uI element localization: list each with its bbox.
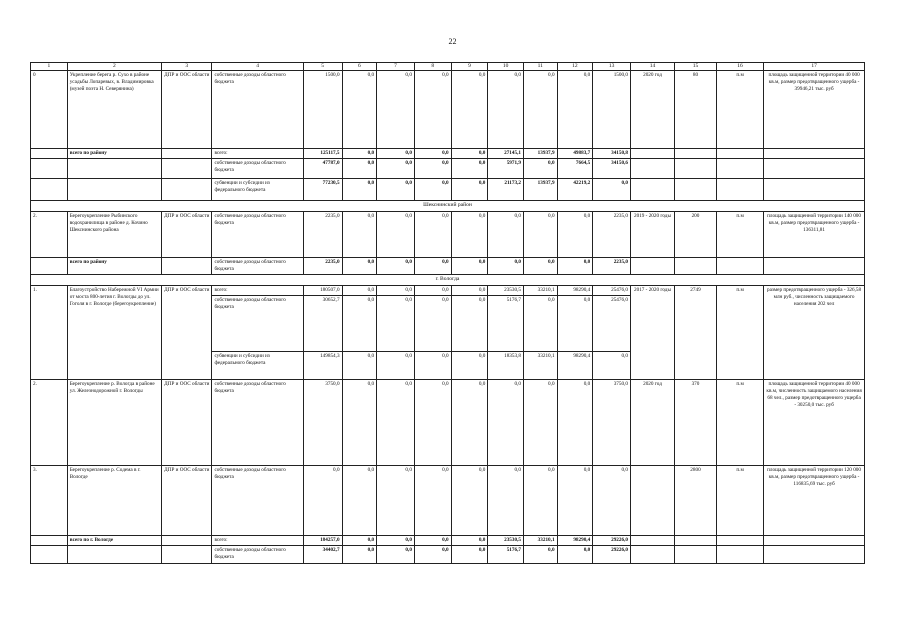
period: 2020 год	[630, 71, 674, 149]
value-cell: 149854,3	[303, 351, 342, 379]
total-label: всего по району	[67, 149, 161, 159]
value-cell: 23530,5	[488, 285, 524, 295]
period	[630, 465, 674, 535]
column-number-cell: 10	[488, 63, 524, 71]
project-name: Берегоукрепление р. Содема в г. Вологде	[67, 465, 161, 535]
value-cell: 25476,0	[593, 285, 631, 295]
value-cell: 3750,0	[303, 379, 342, 465]
column-number-cell: 2	[67, 63, 161, 71]
expected-result: площадь защищенной территории 140 000 кв.м, размер предотвращенного ущерба - 136311,81	[764, 211, 865, 257]
value-cell: 0,0	[377, 379, 415, 465]
funding-source: собственные доходы областного бюджета	[212, 159, 303, 179]
project-name: Благоустройство Набережной VI Армии от моста 800-летия г. Вологды до ул. Гоголя в г. Вологде (берегоукрепление)	[67, 285, 161, 379]
value-cell: 0,0	[557, 257, 593, 274]
value-cell: 0,0	[414, 465, 451, 535]
value-cell: 0,0	[342, 149, 377, 159]
value-cell: 0,0	[342, 295, 377, 351]
unit: п.м	[716, 71, 763, 149]
value-cell: 0,0	[451, 285, 488, 295]
column-number-cell: 11	[523, 63, 557, 71]
value-cell: 34402,7	[303, 545, 342, 563]
value-cell: 0,0	[557, 465, 593, 535]
value-cell: 29226,0	[593, 535, 631, 545]
value-cell: 0,0	[414, 545, 451, 563]
value-cell: 0,0	[414, 179, 451, 201]
value-cell: 0,0	[523, 257, 557, 274]
value-cell: 77230,5	[303, 179, 342, 201]
table-row	[31, 149, 865, 159]
value-cell: 0,0	[523, 545, 557, 563]
table-row	[31, 257, 865, 274]
value-cell: 30652,7	[303, 295, 342, 351]
table-row	[31, 379, 865, 465]
section-row	[31, 275, 865, 286]
table-row	[31, 71, 865, 149]
column-number-cell: 17	[764, 63, 865, 71]
column-number-cell: 1	[31, 63, 68, 71]
value-cell: 0,0	[342, 535, 377, 545]
unit: п.м	[716, 285, 763, 379]
value-cell: 184257,0	[303, 535, 342, 545]
value-cell: 0,0	[342, 257, 377, 274]
value-cell: 0,0	[523, 159, 557, 179]
expected-result: площадь защищенной территории 120 000 кв.м, размер предотвращенного ущерба - 116835,69 тыс. руб	[764, 465, 865, 535]
value-cell: 0,0	[593, 179, 631, 201]
value-cell: 0,0	[488, 257, 524, 274]
project-name: Берегоукрепление Рыбинского водохранилища в районе д. Кочино Шекснинского района	[67, 211, 161, 257]
value-cell: 0,0	[488, 211, 524, 257]
row-number: 3.	[31, 465, 68, 535]
value-cell: 2235,0	[593, 211, 631, 257]
value-cell: 98290,4	[557, 285, 593, 295]
table-row	[31, 179, 865, 201]
value-cell: 2235,0	[303, 257, 342, 274]
value-cell: 0,0	[451, 257, 488, 274]
value-cell: 1500,0	[593, 71, 631, 149]
value-cell: 5176,7	[488, 295, 524, 351]
value-cell: 0,0	[377, 535, 415, 545]
value-cell: 0,0	[414, 257, 451, 274]
value-cell: 21173,2	[488, 179, 524, 201]
value-cell: 0,0	[557, 379, 593, 465]
value-cell: 0,0	[377, 149, 415, 159]
value-cell: 25476,0	[593, 295, 631, 351]
funding-source: собственные доходы областного бюджета	[212, 71, 303, 149]
value-cell: 0,0	[377, 465, 415, 535]
value-cell: 0,0	[414, 159, 451, 179]
executor: ДПР и ООС области	[162, 71, 212, 149]
value-cell: 34150,6	[593, 159, 631, 179]
value-cell: 33210,1	[523, 535, 557, 545]
value-cell: 0,0	[342, 159, 377, 179]
section-title: г. Вологда	[31, 275, 865, 286]
quantity: 370	[675, 379, 717, 465]
column-number-cell: 15	[675, 63, 717, 71]
value-cell: 18353,8	[488, 351, 524, 379]
value-cell: 33210,1	[523, 285, 557, 295]
value-cell: 0,0	[557, 295, 593, 351]
funding-source: собственные доходы областного бюджета	[212, 211, 303, 257]
value-cell: 0,0	[451, 295, 488, 351]
program-table	[30, 62, 865, 564]
value-cell: 7664,5	[557, 159, 593, 179]
value-cell: 47787,0	[303, 159, 342, 179]
column-number-cell: 4	[212, 63, 303, 71]
value-cell: 0,0	[451, 545, 488, 563]
unit: п.м	[716, 379, 763, 465]
value-cell: 0,0	[557, 211, 593, 257]
table-row	[31, 535, 865, 545]
value-cell: 0,0	[303, 465, 342, 535]
value-cell: 1500,0	[303, 71, 342, 149]
table-row	[31, 159, 865, 179]
expected-result: площадь защищенной территории 40 000 кв.м, размер предотвращенного ущерба - 39946,21 тыс. руб	[764, 71, 865, 149]
value-cell: 0,0	[377, 285, 415, 295]
value-cell: 0,0	[342, 379, 377, 465]
value-cell: 0,0	[414, 71, 451, 149]
value-cell: 0,0	[377, 211, 415, 257]
value-cell: 29226,0	[593, 545, 631, 563]
funding-source: всего:	[212, 535, 303, 545]
column-number-cell: 7	[377, 63, 415, 71]
executor: ДПР и ООС области	[162, 465, 212, 535]
funding-source: собственные доходы областного бюджета	[212, 465, 303, 535]
value-cell: 2235,0	[593, 257, 631, 274]
value-cell: 2235,0	[303, 211, 342, 257]
value-cell: 0,0	[488, 465, 524, 535]
row-number: 2.	[31, 211, 68, 257]
value-cell: 0,0	[451, 351, 488, 379]
unit: п.м	[716, 465, 763, 535]
value-cell: 0,0	[451, 179, 488, 201]
project-name: Берегоукрепление р. Вологда в районе ул. Железнодорожной г. Вологды	[67, 379, 161, 465]
value-cell: 0,0	[342, 211, 377, 257]
page-number: 22	[448, 37, 457, 46]
column-number-cell: 13	[593, 63, 631, 71]
period: 2017 - 2020 годы	[630, 285, 674, 379]
value-cell: 5971,9	[488, 159, 524, 179]
value-cell: 0,0	[377, 179, 415, 201]
column-number-cell: 5	[303, 63, 342, 71]
value-cell: 0,0	[451, 159, 488, 179]
value-cell: 0,0	[377, 257, 415, 274]
funding-source: всего:	[212, 285, 303, 295]
value-cell: 0,0	[451, 465, 488, 535]
value-cell: 34150,8	[593, 149, 631, 159]
value-cell: 5176,7	[488, 545, 524, 563]
value-cell: 0,0	[342, 351, 377, 379]
value-cell: 13937,9	[523, 149, 557, 159]
value-cell: 0,0	[342, 285, 377, 295]
value-cell: 0,0	[377, 545, 415, 563]
value-cell: 125117,5	[303, 149, 342, 159]
value-cell: 0,0	[523, 295, 557, 351]
value-cell: 0,0	[557, 545, 593, 563]
period: 2020 год	[630, 379, 674, 465]
value-cell: 0,0	[414, 285, 451, 295]
funding-source: собственные доходы областного бюджета	[212, 545, 303, 563]
value-cell: 0,0	[414, 295, 451, 351]
funding-source: субвенции и субсидии из федерального бюджета	[212, 179, 303, 201]
value-cell: 33210,1	[523, 351, 557, 379]
value-cell: 0,0	[451, 149, 488, 159]
value-cell: 0,0	[342, 71, 377, 149]
value-cell: 0,0	[523, 211, 557, 257]
value-cell: 0,0	[342, 179, 377, 201]
expected-result: площадь защищенной территории 40 000 кв.м, численность защищаемого населения 68 чел., размер предотвращенного ущерба - 30250,0 тыс. руб	[764, 379, 865, 465]
value-cell: 0,0	[414, 535, 451, 545]
executor: ДПР и ООС области	[162, 211, 212, 257]
value-cell: 180507,0	[303, 285, 342, 295]
total-label: всего по району	[67, 257, 161, 274]
value-cell: 0,0	[523, 379, 557, 465]
value-cell: 0,0	[377, 351, 415, 379]
table-row	[31, 545, 865, 563]
row-number: 2.	[31, 379, 68, 465]
funding-source: субвенции и субсидии из федерального бюджета	[212, 351, 303, 379]
table-row	[31, 285, 865, 295]
column-number-cell: 16	[716, 63, 763, 71]
value-cell: 0,0	[377, 295, 415, 351]
value-cell: 0,0	[593, 465, 631, 535]
period: 2019 - 2020 годы	[630, 211, 674, 257]
executor: ДПР и ООС области	[162, 285, 212, 379]
funding-source: всего:	[212, 149, 303, 159]
row-number: 1.	[31, 285, 68, 379]
value-cell: 98290,4	[557, 535, 593, 545]
value-cell: 49883,7	[557, 149, 593, 159]
value-cell: 0,0	[451, 71, 488, 149]
funding-source: собственные доходы областного бюджета	[212, 257, 303, 274]
column-number-cell: 3	[162, 63, 212, 71]
total-label: всего по г. Вологде	[67, 535, 161, 545]
value-cell: 0,0	[342, 545, 377, 563]
section-row	[31, 201, 865, 212]
quantity: 200	[675, 211, 717, 257]
value-cell: 0,0	[593, 351, 631, 379]
value-cell: 0,0	[377, 159, 415, 179]
executor: ДПР и ООС области	[162, 379, 212, 465]
project-name: Укрепление берега р. Сухо в районе усадьбы Лопаревых, в. Владимировка (музей поэта Н. Северянина)	[67, 71, 161, 149]
value-cell: 13937,9	[523, 179, 557, 201]
value-cell: 27145,1	[488, 149, 524, 159]
value-cell: 0,0	[414, 351, 451, 379]
quantity: 80	[675, 71, 717, 149]
section-title: Шекснинский район	[31, 201, 865, 212]
column-number-row	[31, 63, 865, 71]
value-cell: 3750,0	[593, 379, 631, 465]
value-cell: 0,0	[451, 379, 488, 465]
table-row	[31, 211, 865, 257]
value-cell: 23530,5	[488, 535, 524, 545]
unit: п.м	[716, 211, 763, 257]
quantity: 2749	[675, 285, 717, 379]
value-cell: 42219,2	[557, 179, 593, 201]
value-cell: 0,0	[451, 211, 488, 257]
value-cell: 0,0	[451, 535, 488, 545]
value-cell: 0,0	[414, 379, 451, 465]
row-number: 0	[31, 71, 68, 149]
value-cell: 0,0	[342, 465, 377, 535]
column-number-cell: 14	[630, 63, 674, 71]
column-number-cell: 9	[451, 63, 488, 71]
value-cell: 0,0	[523, 465, 557, 535]
expected-result: размер предотвращенного ущерба - 326,58 млн руб., численность защищаемого населения 202 чел	[764, 285, 865, 379]
column-number-cell: 6	[342, 63, 377, 71]
value-cell: 0,0	[414, 149, 451, 159]
quantity: 2800	[675, 465, 717, 535]
table-row	[31, 465, 865, 535]
value-cell: 0,0	[488, 71, 524, 149]
value-cell: 98290,4	[557, 351, 593, 379]
value-cell: 0,0	[414, 211, 451, 257]
column-number-cell: 12	[557, 63, 593, 71]
value-cell: 0,0	[557, 71, 593, 149]
funding-source: собственные доходы областного бюджета	[212, 295, 303, 351]
value-cell: 0,0	[377, 71, 415, 149]
value-cell: 0,0	[488, 379, 524, 465]
value-cell: 0,0	[523, 71, 557, 149]
funding-source: собственные доходы областного бюджета	[212, 379, 303, 465]
column-number-cell: 8	[414, 63, 451, 71]
